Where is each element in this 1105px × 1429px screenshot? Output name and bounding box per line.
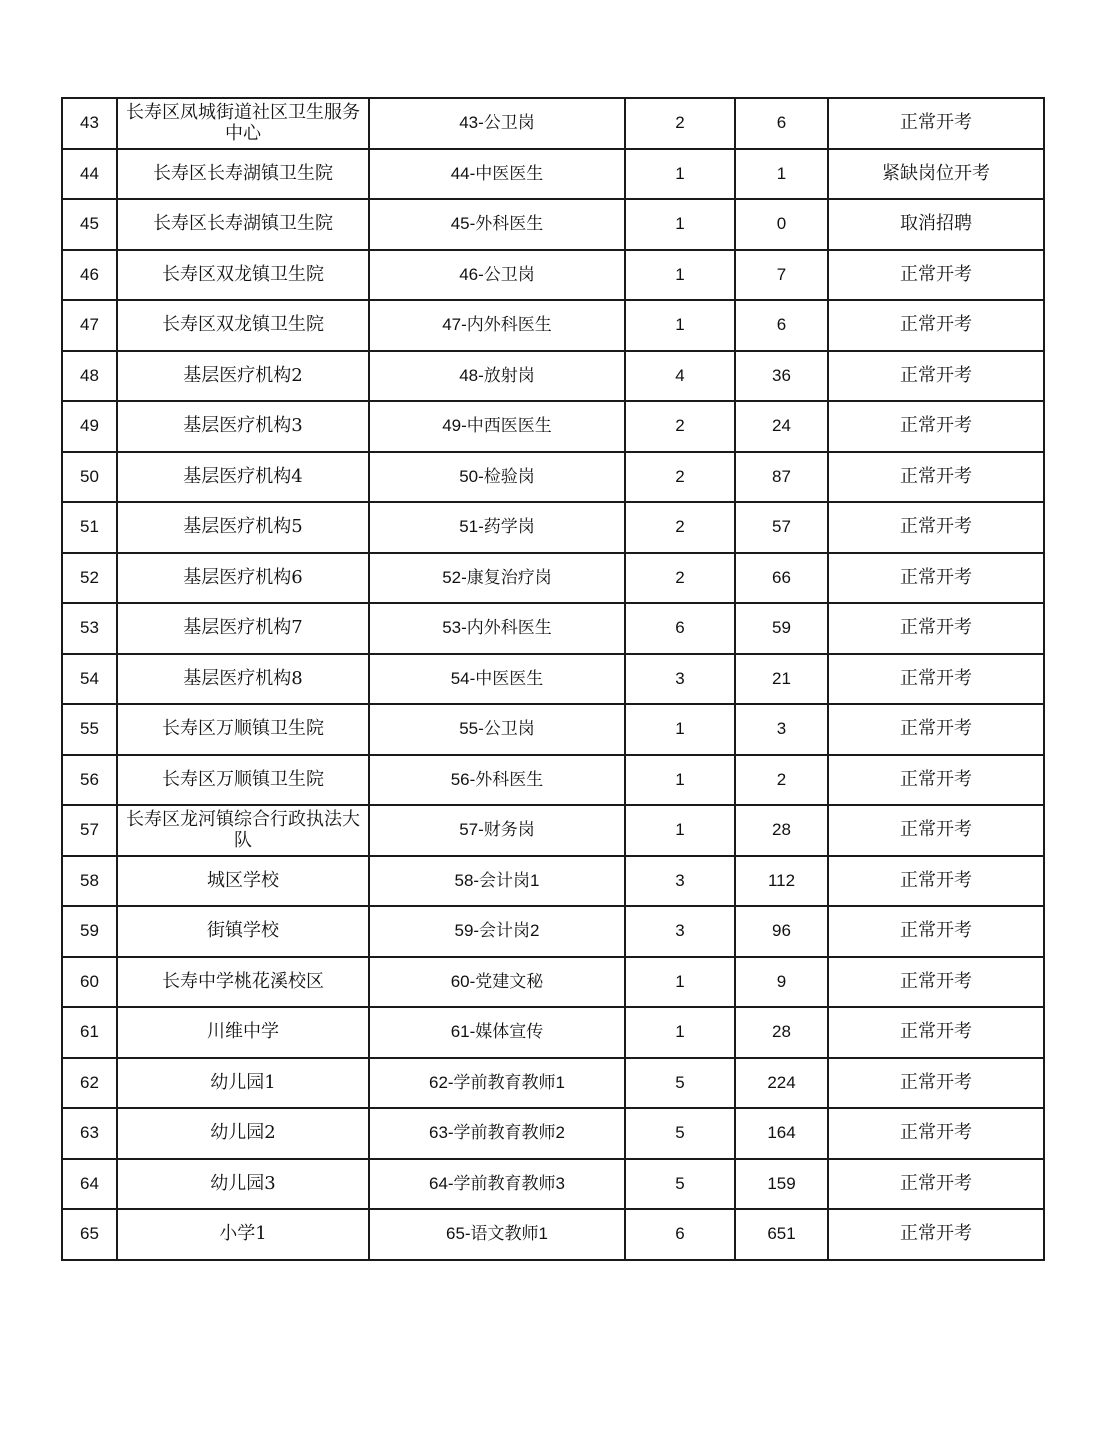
exam-status: 正常开考 xyxy=(828,1159,1044,1210)
row-number: 63 xyxy=(62,1108,117,1159)
row-number: 56 xyxy=(62,755,117,806)
exam-status: 正常开考 xyxy=(828,603,1044,654)
quota-count: 1 xyxy=(625,149,735,200)
employer-unit: 川维中学 xyxy=(117,1007,369,1058)
exam-status: 紧缺岗位开考 xyxy=(828,149,1044,200)
applicant-count: 28 xyxy=(735,1007,828,1058)
position-code: 44-中医医生 xyxy=(369,149,625,200)
employer-unit: 长寿区双龙镇卫生院 xyxy=(117,300,369,351)
row-number: 65 xyxy=(62,1209,117,1260)
quota-count: 1 xyxy=(625,300,735,351)
applicant-count: 3 xyxy=(735,704,828,755)
row-number: 62 xyxy=(62,1058,117,1109)
exam-status: 正常开考 xyxy=(828,401,1044,452)
exam-status: 正常开考 xyxy=(828,502,1044,553)
exam-status: 正常开考 xyxy=(828,906,1044,957)
applicant-count: 59 xyxy=(735,603,828,654)
applicant-count: 36 xyxy=(735,351,828,402)
employer-unit: 长寿区凤城街道社区卫生服务中心 xyxy=(117,98,369,149)
table-row xyxy=(62,401,1044,452)
table-row xyxy=(62,755,1044,806)
row-number: 54 xyxy=(62,654,117,705)
quota-count: 4 xyxy=(625,351,735,402)
exam-status: 正常开考 xyxy=(828,300,1044,351)
table-row xyxy=(62,1058,1044,1109)
employer-unit: 城区学校 xyxy=(117,856,369,907)
applicant-count: 0 xyxy=(735,199,828,250)
row-number: 49 xyxy=(62,401,117,452)
row-number: 61 xyxy=(62,1007,117,1058)
applicant-count: 651 xyxy=(735,1209,828,1260)
applicant-count: 57 xyxy=(735,502,828,553)
exam-status: 正常开考 xyxy=(828,452,1044,503)
employer-unit: 幼儿园3 xyxy=(117,1159,369,1210)
table-row xyxy=(62,654,1044,705)
row-number: 60 xyxy=(62,957,117,1008)
quota-count: 5 xyxy=(625,1159,735,1210)
table-row xyxy=(62,502,1044,553)
exam-status: 正常开考 xyxy=(828,755,1044,806)
position-code: 45-外科医生 xyxy=(369,199,625,250)
table-row xyxy=(62,1159,1044,1210)
quota-count: 2 xyxy=(625,553,735,604)
table-row xyxy=(62,199,1044,250)
position-code: 46-公卫岗 xyxy=(369,250,625,301)
exam-status: 正常开考 xyxy=(828,704,1044,755)
employer-unit: 基层医疗机构5 xyxy=(117,502,369,553)
applicant-count: 112 xyxy=(735,856,828,907)
position-code: 59-会计岗2 xyxy=(369,906,625,957)
employer-unit: 幼儿园2 xyxy=(117,1108,369,1159)
table-row xyxy=(62,856,1044,907)
row-number: 59 xyxy=(62,906,117,957)
table-row xyxy=(62,805,1044,856)
exam-status: 正常开考 xyxy=(828,957,1044,1008)
quota-count: 3 xyxy=(625,906,735,957)
position-code: 50-检验岗 xyxy=(369,452,625,503)
row-number: 64 xyxy=(62,1159,117,1210)
position-code: 57-财务岗 xyxy=(369,805,625,856)
exam-status: 正常开考 xyxy=(828,250,1044,301)
exam-status: 正常开考 xyxy=(828,1058,1044,1109)
applicant-count: 7 xyxy=(735,250,828,301)
row-number: 55 xyxy=(62,704,117,755)
exam-status: 正常开考 xyxy=(828,856,1044,907)
applicant-count: 28 xyxy=(735,805,828,856)
position-code: 64-学前教育教师3 xyxy=(369,1159,625,1210)
row-number: 53 xyxy=(62,603,117,654)
table-row xyxy=(62,1007,1044,1058)
table-row xyxy=(62,351,1044,402)
position-code: 55-公卫岗 xyxy=(369,704,625,755)
position-code: 43-公卫岗 xyxy=(369,98,625,149)
employer-unit: 长寿区万顺镇卫生院 xyxy=(117,755,369,806)
table-row xyxy=(62,603,1044,654)
position-code: 65-语文教师1 xyxy=(369,1209,625,1260)
quota-count: 1 xyxy=(625,755,735,806)
table-row xyxy=(62,906,1044,957)
applicant-count: 2 xyxy=(735,755,828,806)
position-code: 49-中西医医生 xyxy=(369,401,625,452)
position-code: 47-内外科医生 xyxy=(369,300,625,351)
exam-status: 正常开考 xyxy=(828,351,1044,402)
quota-count: 3 xyxy=(625,856,735,907)
table-body xyxy=(62,98,1044,1260)
table-row xyxy=(62,250,1044,301)
employer-unit: 基层医疗机构3 xyxy=(117,401,369,452)
row-number: 48 xyxy=(62,351,117,402)
employer-unit: 幼儿园1 xyxy=(117,1058,369,1109)
employer-unit: 小学1 xyxy=(117,1209,369,1260)
quota-count: 1 xyxy=(625,250,735,301)
quota-count: 2 xyxy=(625,401,735,452)
position-code: 48-放射岗 xyxy=(369,351,625,402)
quota-count: 2 xyxy=(625,98,735,149)
position-code: 60-党建文秘 xyxy=(369,957,625,1008)
applicant-count: 9 xyxy=(735,957,828,1008)
quota-count: 1 xyxy=(625,199,735,250)
quota-count: 2 xyxy=(625,452,735,503)
exam-status: 正常开考 xyxy=(828,1007,1044,1058)
exam-status: 正常开考 xyxy=(828,1209,1044,1260)
exam-status: 正常开考 xyxy=(828,805,1044,856)
applicant-count: 224 xyxy=(735,1058,828,1109)
row-number: 52 xyxy=(62,553,117,604)
quota-count: 6 xyxy=(625,1209,735,1260)
row-number: 46 xyxy=(62,250,117,301)
table-row xyxy=(62,957,1044,1008)
table-row xyxy=(62,452,1044,503)
table-row xyxy=(62,553,1044,604)
applicant-count: 6 xyxy=(735,98,828,149)
employer-unit: 长寿区长寿湖镇卫生院 xyxy=(117,199,369,250)
position-code: 54-中医医生 xyxy=(369,654,625,705)
employer-unit: 街镇学校 xyxy=(117,906,369,957)
row-number: 50 xyxy=(62,452,117,503)
quota-count: 3 xyxy=(625,654,735,705)
exam-status: 正常开考 xyxy=(828,1108,1044,1159)
employer-unit: 长寿中学桃花溪校区 xyxy=(117,957,369,1008)
quota-count: 1 xyxy=(625,1007,735,1058)
employer-unit: 基层医疗机构6 xyxy=(117,553,369,604)
row-number: 45 xyxy=(62,199,117,250)
quota-count: 1 xyxy=(625,704,735,755)
exam-status: 取消招聘 xyxy=(828,199,1044,250)
employer-unit: 长寿区双龙镇卫生院 xyxy=(117,250,369,301)
applicant-count: 87 xyxy=(735,452,828,503)
applicant-count: 1 xyxy=(735,149,828,200)
applicant-count: 96 xyxy=(735,906,828,957)
quota-count: 2 xyxy=(625,502,735,553)
quota-count: 6 xyxy=(625,603,735,654)
applicant-count: 66 xyxy=(735,553,828,604)
employer-unit: 基层医疗机构4 xyxy=(117,452,369,503)
row-number: 43 xyxy=(62,98,117,149)
table-row xyxy=(62,1209,1044,1260)
recruitment-status-table xyxy=(61,97,1045,1261)
position-code: 51-药学岗 xyxy=(369,502,625,553)
employer-unit: 基层医疗机构8 xyxy=(117,654,369,705)
position-code: 52-康复治疗岗 xyxy=(369,553,625,604)
row-number: 47 xyxy=(62,300,117,351)
table-row xyxy=(62,704,1044,755)
row-number: 58 xyxy=(62,856,117,907)
employer-unit: 长寿区万顺镇卫生院 xyxy=(117,704,369,755)
position-code: 62-学前教育教师1 xyxy=(369,1058,625,1109)
table-row xyxy=(62,1108,1044,1159)
table-row xyxy=(62,149,1044,200)
exam-status: 正常开考 xyxy=(828,553,1044,604)
table-row xyxy=(62,98,1044,149)
applicant-count: 159 xyxy=(735,1159,828,1210)
applicant-count: 24 xyxy=(735,401,828,452)
position-code: 63-学前教育教师2 xyxy=(369,1108,625,1159)
quota-count: 5 xyxy=(625,1058,735,1109)
position-code: 53-内外科医生 xyxy=(369,603,625,654)
position-code: 58-会计岗1 xyxy=(369,856,625,907)
quota-count: 1 xyxy=(625,805,735,856)
quota-count: 5 xyxy=(625,1108,735,1159)
exam-status: 正常开考 xyxy=(828,654,1044,705)
applicant-count: 164 xyxy=(735,1108,828,1159)
quota-count: 1 xyxy=(625,957,735,1008)
table-row xyxy=(62,300,1044,351)
applicant-count: 6 xyxy=(735,300,828,351)
row-number: 51 xyxy=(62,502,117,553)
applicant-count: 21 xyxy=(735,654,828,705)
employer-unit: 长寿区龙河镇综合行政执法大队 xyxy=(117,805,369,856)
row-number: 44 xyxy=(62,149,117,200)
position-code: 61-媒体宣传 xyxy=(369,1007,625,1058)
employer-unit: 基层医疗机构2 xyxy=(117,351,369,402)
exam-status: 正常开考 xyxy=(828,98,1044,149)
employer-unit: 长寿区长寿湖镇卫生院 xyxy=(117,149,369,200)
row-number: 57 xyxy=(62,805,117,856)
position-code: 56-外科医生 xyxy=(369,755,625,806)
employer-unit: 基层医疗机构7 xyxy=(117,603,369,654)
